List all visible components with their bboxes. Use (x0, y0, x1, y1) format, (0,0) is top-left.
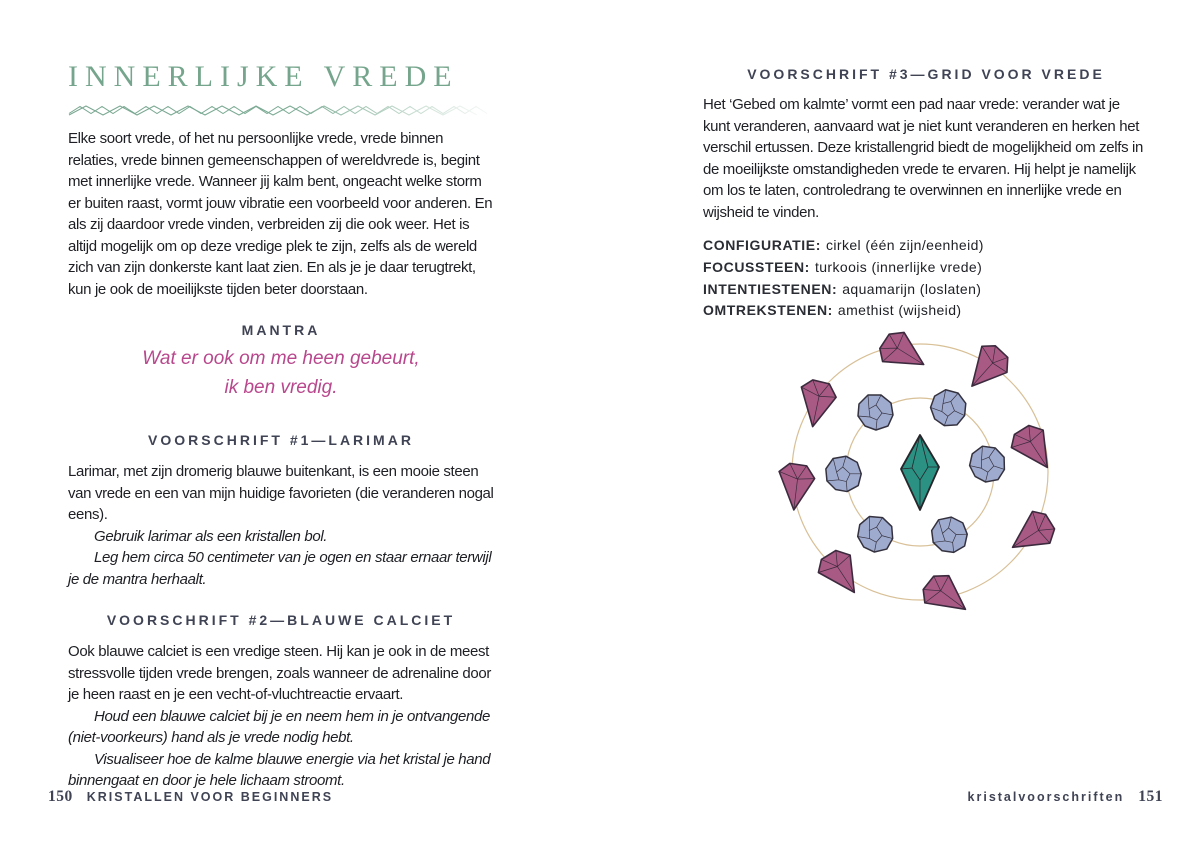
page-number: 150 (48, 788, 73, 805)
outer-stone-amethist (875, 326, 933, 380)
inner-stone-aquamarijn (856, 516, 894, 554)
left-page-footer (48, 788, 333, 806)
outer-stone-amethist (1006, 419, 1062, 477)
spec-row-intentiestenen (703, 279, 1149, 301)
section-1-heading: VOORSCHRIFT #1—LARIMAR (148, 432, 414, 448)
outer-stone-amethist (795, 378, 838, 430)
outer-stone-amethist (958, 339, 1015, 397)
inner-stone-aquamarijn (929, 515, 971, 557)
spec-label: FOCUSSTEEN: (703, 258, 810, 275)
section-3-heading: VOORSCHRIFT #3—GRID VOOR VREDE (747, 66, 1105, 82)
spec-row-focussteen (703, 257, 1149, 279)
spec-row-configuratie (703, 235, 1149, 257)
spec-label: OMTREKSTENEN: (703, 302, 833, 319)
section-3-paragraph: Het ‘Gebed om kalmte’ vormt een pad naar vrede: verander wat je kunt veranderen, aanvaard wat je niet kunt veranderen en herken het verschil ertussen. Deze kristallengrid biedt de mogelijkheid om zelfs in de moeilijkste omstandigheden vrede te ervaren. Hij helpt je namelijk om los te laten, controledrang te overwinnen en innerlijke vrede en wijsheid te vinden. (703, 96, 1144, 221)
mantra-line-2: ik ben vredig. (224, 377, 338, 398)
spec-label: INTENTIESTENEN: (703, 280, 838, 297)
outer-stone-amethist (1002, 506, 1060, 562)
section-2-instruction-1: Houd een blauwe calciet bij je en neem hem in je ontvangende (niet-voorkeurs) hand als je vrede nodig hebt. (68, 707, 490, 746)
mantra-heading: MANTRA (241, 322, 321, 338)
section-2-paragraph: Ook blauwe calciet is een vredige steen. Hij kan je ook in de meest stressvolle tijden vrede brengen, zoals wanneer de adrenaline door je heen raast en je een vecht-of-vluchtreactie ervaart. (68, 643, 492, 703)
spec-value: aquamarijn (loslaten) (842, 280, 982, 297)
outer-stone-amethist (776, 463, 816, 512)
spec-label: CONFIGURATIE: (703, 237, 821, 253)
right-page (703, 66, 1149, 322)
section-running-head: kristalvoorschriften (967, 790, 1125, 804)
book-title-running-head: KRISTALLEN VOOR BEGINNERS (86, 790, 334, 804)
inner-stone-aquamarijn (858, 395, 893, 430)
inner-stone-aquamarijn (927, 387, 970, 430)
spec-value: amethist (wijsheid) (837, 302, 962, 319)
right-page-footer (968, 788, 1163, 806)
crystal-grid-illustration (760, 310, 1090, 640)
inner-stone-aquamarijn (968, 445, 1008, 485)
mantra-line-1: Wat er ook om me heen gebeurt, (142, 348, 420, 369)
center-stone-turkoois (901, 435, 939, 510)
outer-stone-amethist (917, 568, 975, 624)
page-number: 151 (1138, 788, 1163, 805)
spec-value: cirkel (één zijn/eenheid) (825, 237, 984, 253)
intro-paragraph: Elke soort vrede, of het nu persoonlijke vrede, vrede binnen relaties, vrede binnen gemeenschappen of wereldvrede is, begint met innerlijke vrede. Wanneer jij kalm bent, ongeacht welke storm er buiten raast, vormt jouw vibratie een voorbeeld voor anderen. En als zij daardoor vrede vinden, verbreiden zij die ook weer. Het is altijd mogelijk om op deze vredige plek te zijn, zelfs als de wereld zich van zijn donkerste kant laat zien. En als je je daar terugtrekt, kun je ook de moeilijkste tijden beter doorstaan. (68, 130, 493, 298)
inner-stone-aquamarijn (823, 454, 864, 495)
section-1-instruction-2: Leg hem circa 50 centimeter van je ogen en staar ernaar terwijl je de mantra herhaalt. (68, 549, 492, 588)
left-page (68, 60, 494, 792)
section-2-instruction-2: Visualiseer hoe de kalme blauwe energie via het kristal je hand binnengaat en door je hele lichaam stroomt. (68, 750, 491, 789)
zigzag-divider (68, 102, 494, 118)
section-2-heading: VOORSCHRIFT #2—BLAUWE CALCIET (106, 612, 456, 628)
spec-value: turkoois (innerlijke vrede) (814, 258, 983, 275)
chapter-title: INNERLIJKE VREDE (68, 60, 459, 93)
section-1-instruction-1: Gebruik larimar als een kristallen bol. (94, 527, 328, 545)
section-1-paragraph: Larimar, met zijn dromerig blauwe buitenkant, is een mooie steen van vrede en een van mijn huidige favorieten (die veranderen nogal eens). (68, 463, 494, 523)
